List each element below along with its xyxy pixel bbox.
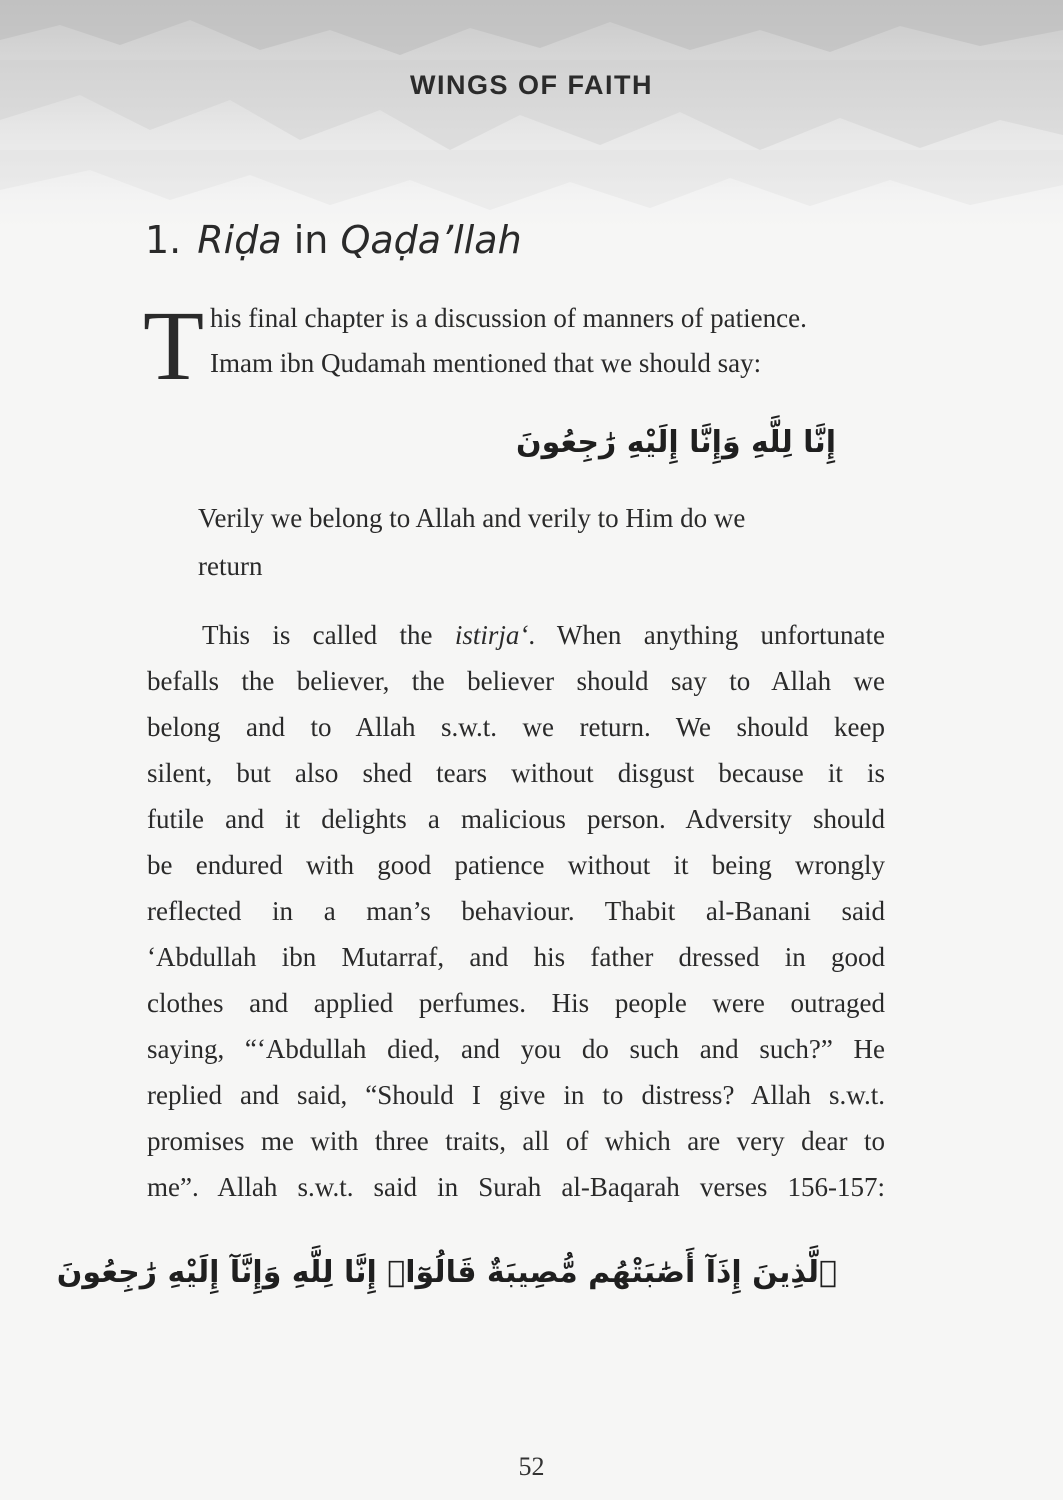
chapter-title-part2: Qaḍa’llah (340, 218, 522, 262)
paragraph-line: me”. Allah s.w.t. said in Surah al-Baqarah verses 156-157: (147, 1172, 885, 1202)
opening-paragraph (210, 296, 890, 386)
chapter-heading (145, 218, 522, 262)
opening-line-1: his final chapter is a discussion of manners of patience. (210, 303, 807, 333)
paragraph-text: This is called the (202, 620, 455, 650)
body-paragraph (147, 612, 885, 1210)
paragraph-line: futile and it delights a malicious person. Adversity should (147, 804, 885, 834)
paragraph-line (147, 612, 885, 658)
running-header: WINGS OF FAITH (410, 70, 653, 100)
translation-line-2: return (198, 551, 263, 581)
page-number: 52 (518, 1452, 545, 1481)
paragraph-line: clothes and applied perfumes. His people were outraged (147, 988, 885, 1018)
arabic-verse-istirja: إِنَّا لِلَّهِ وَإِنَّا إِلَيْهِ رَٰجِعُونَ (516, 425, 836, 460)
translation-line-1: Verily we belong to Allah and verily to Him do we (198, 503, 746, 533)
paragraph-line: saying, “‘Abdullah died, and you do such and such?” He (147, 1034, 885, 1064)
mountain-watermark (0, 0, 1063, 230)
paragraph-line: belong and to Allah s.w.t. we return. We should keep (147, 712, 885, 742)
drop-cap: T (143, 290, 205, 401)
arabic-verse-baqarah: ٱلَّذِينَ إِذَآ أَصَٰبَتْهُم مُّصِيبَةٌ قَالُوٓا۟ إِنَّا لِلَّهِ وَإِنَّآ إِلَيْهِ رَٰجِعُونَ (56, 1255, 837, 1290)
paragraph-text: . When anything unfortunate (528, 620, 886, 650)
header-watermark-band (0, 0, 1063, 230)
chapter-title-connector: in (293, 218, 329, 262)
paragraph-line: ‘Abdullah ibn Mutarraf, and his father dressed in good (147, 942, 885, 972)
paragraph-line: promises me with three traits, all of which are very dear to (147, 1126, 885, 1156)
term-istirja: istirja‘ (454, 620, 529, 650)
chapter-title-part1: Riḍa (197, 218, 282, 262)
paragraph-line: silent, but also shed tears without disgust because it is (147, 758, 885, 788)
paragraph-line: replied and said, “Should I give in to distress? Allah s.w.t. (147, 1080, 885, 1110)
opening-line-2: Imam ibn Qudamah mentioned that we should say: (210, 348, 762, 378)
verse-translation (198, 494, 858, 590)
paragraph-line: be endured with good patience without it being wrongly (147, 850, 885, 880)
paragraph-line: reflected in a man’s behaviour. Thabit al-Banani said (147, 896, 885, 926)
chapter-number: 1. (145, 218, 182, 262)
paragraph-line: befalls the believer, the believer should say to Allah we (147, 666, 885, 696)
